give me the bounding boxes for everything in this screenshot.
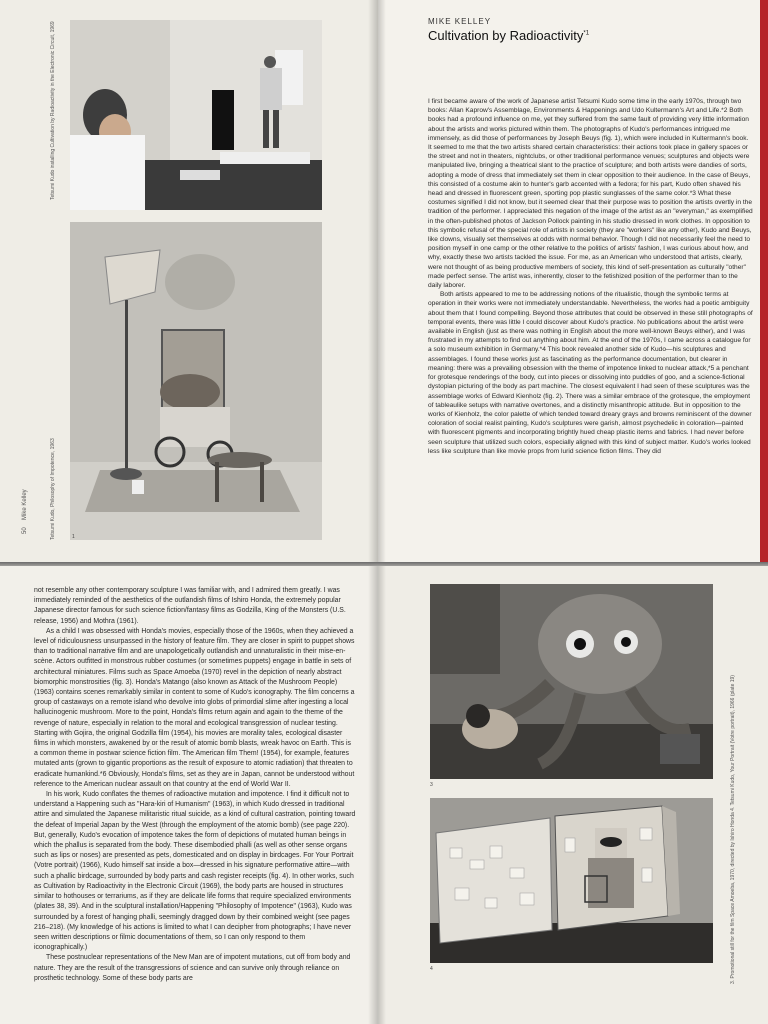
- your-portrait-image: [430, 798, 713, 963]
- caption-top-rotated: Tetsumi Kudo installing Cultivation by Radioactivity in the Electronic Circuit, 1969: [50, 21, 56, 200]
- essay-body-part1: [428, 97, 753, 456]
- author-name: MIKE KELLEY: [428, 17, 492, 26]
- running-head-left: Mike Kelley: [22, 489, 28, 520]
- paragraph: Both artists appeared to me to be addressing notions of the ritualistic, though the symbolic terms at operation in their works were not immediately understandable. Nevertheless, the works had a poetic ambiguity about them that I found compelling. Beyond those attributes that could be observed in these still photographs of temporal events, there was little I could discover about Kudo's practice. No publications about the artist were available in English (just as there was nothing in English about the more well-known Beuys either), and I was frustrated in my attempts to find out anything about him. At the end of the 1970s, I came across a catalogue for a solo museum exhibition in Germany.*4 This book revealed another side of Kudo—his sculptures and assemblages. I found these works just as fascinating as the performance documentation, but clearer in meaning: there was a prevailing obsession with the theme of impotence linked to nuclear attack,*5 a penchant for grotesque renderings of the body, cut into pieces or dissolving into puddles of goo, and a science-fictional dystopian picturing of the body as part machine. The closest equivalent I had seen of these sculptures was the assemblage works of Edward Kienholz (fig. 2). There was a similar embrace of the grotesque, the employment of tableaulike setups with narrative overtones, and a distinctly misanthropic attitude. But in opposition to the works of Kienholz, the color palette of which tended toward dreary grays and browns reminiscent of the downer coloration of social realist painting, Kudo's sculptures were garish, almost psychedelic in coloration—painted with fluorescent pigments and incorporating brightly hued cheap plastic items and fabrics. I had never before seen sculpture that utilized such colors, especially aligned with this kind of subject matter. Kudo's works looked less like sculpture than like movie props from lurid science fiction films. They did: [428, 291, 753, 455]
- lamp-wheelchair-image: [70, 222, 322, 540]
- essay-title-text: Cultivation by Radioactivity: [428, 28, 584, 43]
- left-page-top: [0, 0, 378, 566]
- title-footnote: *1: [583, 30, 590, 37]
- fig1-label: 1: [72, 534, 75, 540]
- performance-photo-top-image: [70, 20, 322, 210]
- performance-photo-top: [70, 20, 322, 210]
- essay-title: [428, 28, 589, 43]
- paragraph: not resemble any other contemporary sculpture I was familiar with, and I admired them greatly. I was immediately reminded of the aesthetics of the outlandish films of Ishiro Honda, the extremely popular Japanese director famous for such science fiction/fantasy films as Godzilla, King of the Monsters (U.S. release, 1956) and Mothra (1961).: [34, 587, 346, 625]
- left-page-bottom: [0, 566, 378, 1024]
- paragraph: In his work, Kudo conflates the themes of radioactive mutation and impotence. I find it difficult not to understand a Happening such as "Hara-kiri of Humanism" (1963), in which Kudo dressed in traditional attire and simulated the Japanese militaristic ritual suicide, as a kind of cultural castration, pointing toward the defeat of Imperial Japan by the West (through the employment of the atomic bomb) (see page 220). But, generally, Kudo's evocation of impotence takes the form of depictions of mutated human beings in which the phallus is separated from the body. These disembodied phalli (as well as other sense organs such as lips or noses) are presented as pets, domesticated and on display in birdcages. For Your Portrait (Votre portrait) (1966), Kudo himself sat inside a box—dressed in his signature performative attire—with such a phallic birdcage, surrounded by body parts and cash register receipts (fig. 4). In other works, such as Cultivation by Radioactivity in the Electronic Circuit (1969), the body parts are housed in structures similar to hothouses or terrariums, as if they are delicate life forms that require specialized environments (plates 38, 39). And in the sculptural installation/Happening "Philosophy of Impotence" (1963), Kudo was surrounded by a forest of hanging phalli, seemingly dragged down by their combined weight (see pages 216–218). (My knowledge of his actions is limited to what I can decipher from photographs; I have never seen written descriptions or filmic documentations of them, so I can only respond to them iconographically.): [34, 791, 356, 952]
- paragraph: As a child I was obsessed with Honda's movies, especially those of the 1960s, when they achieved a level of ridiculousness unsurpassed in the history of feature film. They are closer in spirit to puppet shows than to traditional narrative film and are unapologetically outlandish and unnaturalistic in their mise-en-scène. Actors outfitted in monstrous rubber costumes (or sometimes puppets) engage in battle in sets of architectural miniatures. Films such as Space Amoeba (1970) revel in the depiction of nearly abstract biomorphic monstrosities (fig. 3). Honda's Matango (also known as Attack of the Mushroom People) (1963) contains scenes remarkably similar in content to some of Kudo's iconography. The film concerns a group of castaways on a remote island who devolve into globs of primordial slime after ingesting a local hallucinogenic mushroom. More to the point, Honda's films return again and again to the theme of the revenge of nature, especially in relation to the moral and ecological transgression of nuclear testing. Starting with Gojira, the original Godzilla film (1954), his movies are morality tales, ecological disaster films in which monsters, awakened by or the result of atomic bomb blasts, wreak havoc on Earth. This is a common theme in postwar science fiction film. The American film Them! (1954), for example, features mutated ants (grown to gigantic proportions as the result of exposure to atomic radiation) that threaten to eradicate humankind.*6 Obviously, Honda's films, set as they are in Japan, cannot be understood without reference to the American nuclear assault on that country at the end of World War II.: [34, 627, 355, 788]
- caption-right-rotated: 3. Promotional still for the film Space Amoeba, 1970, directed by Ishiro Honda 4. Tetsumi Kudo, Your Portrait (Votre portrait), 1966 (plate 19): [730, 675, 736, 984]
- lamp-wheelchair-photo: [70, 222, 322, 540]
- page-number-left: 50: [22, 527, 28, 534]
- page-edge-red: [760, 0, 768, 566]
- right-page-top: [378, 0, 768, 566]
- paragraph: These postnuclear representations of the New Man are of impotent mutations, cut off from body and nature. They are the result of the transgressions of science and can survive only through reliance on prosthetic technology. Some of these body parts are: [34, 954, 351, 982]
- caption-bottom-rotated: Tetsumi Kudo, Philosophy of Impotence, 1963: [50, 438, 56, 540]
- right-page-bottom: [378, 566, 768, 1024]
- your-portrait-box-photo: [430, 798, 713, 963]
- space-amoeba-image: [430, 584, 713, 779]
- fig4-label: 4: [430, 966, 433, 972]
- essay-body-part2: [34, 586, 356, 984]
- space-amoeba-still: [430, 584, 713, 779]
- paragraph: I first became aware of the work of Japanese artist Tetsumi Kudo some time in the early 1970s, through two books: Allan Kaprow's Assemblage, Environments & Happenings and Udo Kultermann's Art and Life.*2 Both books had a profound influence on me, yet they suffered from the same fault of providing very little information about the artists and works pictured within them. The photographs of Kudo's performances intrigued me immensely, as did those of performances by Joseph Beuys (fig. 1), which were included in Kultermann's book. It seemed to me that the two artists shared certain characteristics: their actions took place in gallery spaces or the street and not in theaters, nightclubs, or other traditional performance venues; sculptures and objects were manipulated live, bringing a theatrical slant to the practice of sculpture; and both artists were dandies of sorts, adopting a mode of dress that immediately set them in clear opposition to their audience. In the case of Beuys, this consisted of a costume akin to hunter's garb accented with a fedora; for his part, Kudo often shaved his head and dressed in fluorescent green, sporting pop plastic sunglasses of the same color.*3 What these costumes signified I did not know, but it seemed clear that their purpose was to position the artists overtly in the tradition of the performer. I appreciated this negation of the image of the artist as an "everyman," as exemplified in the often-published photos of Jackson Pollock painting in his studio dressed in work clothes. In opposition to this symbolic refusal of the special role of artists in society (they are "workers" like any other), Kudo and Beuys, like clowns, visually set themselves at odds with normal behavior. Though I did not necessarily feel the need to position myself in one camp or the other relative to the politics of artists' fashion, I was curious about how, and why, exactly these two artists tackled the issue. For me, as an American who understood that artists, clearly, were not thought of as being productive members of society, this kind of self-presentation as culturally "other" made perfect sense. The artist was, inherently, closer to the fetishized position of the performer than to the daily laborer.: [428, 98, 753, 290]
- fig3-label: 3: [430, 782, 433, 788]
